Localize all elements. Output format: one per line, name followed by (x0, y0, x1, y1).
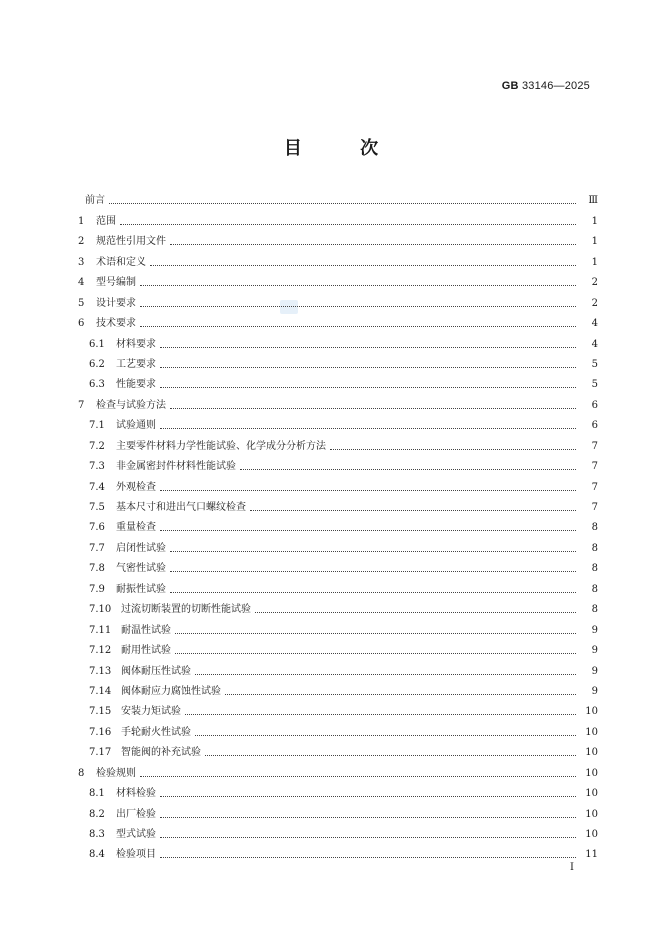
toc-entry-number: 7.5 (89, 502, 105, 513)
toc-entry-page: 7 (591, 440, 598, 452)
toc-dot-leader (170, 408, 576, 409)
toc-entry-number: 6.2 (89, 358, 105, 370)
toc-entry-title: 外观检查 (116, 481, 156, 493)
toc-entry-title: 阀体耐压性试验 (121, 665, 191, 677)
standard-number: 33146—2025 (521, 80, 590, 92)
toc-entry-title: 范围 (96, 215, 116, 227)
toc-entry[interactable] (78, 739, 598, 759)
toc-dot-leader (175, 633, 576, 634)
toc-entry[interactable] (78, 841, 598, 861)
toc-entry[interactable] (78, 616, 598, 636)
toc-entry-number: 1 (78, 215, 85, 227)
toc-dot-leader (175, 653, 576, 654)
toc-entry-title: 材料要求 (116, 338, 156, 350)
toc-entry-page: 9 (591, 665, 598, 677)
toc-entry[interactable] (78, 432, 598, 452)
toc-entry-page: 10 (585, 767, 598, 779)
toc-entry-page: 10 (585, 726, 598, 738)
toc-entry-page: 10 (585, 788, 598, 800)
toc-entry-title: 阀体耐应力腐蚀性试验 (121, 685, 221, 697)
toc-dot-leader (170, 592, 576, 593)
toc-entry-number: 7.3 (89, 461, 105, 473)
toc-dot-leader (140, 326, 576, 327)
toc-entry-title: 智能阀的补充试验 (121, 747, 201, 759)
toc-entry-number: 4 (78, 277, 85, 289)
toc-entry[interactable] (78, 187, 598, 207)
toc-dot-leader (195, 674, 576, 675)
toc-entry-page: 7 (591, 481, 598, 493)
footer-page-number: Ⅰ (570, 862, 574, 873)
toc-entry-page: 9 (591, 685, 598, 697)
toc-entry-page: 1 (591, 236, 598, 248)
toc-entry-number: 7.7 (89, 542, 105, 554)
toc-entry-page: 2 (591, 297, 598, 309)
toc-entry-page: 8 (591, 542, 598, 554)
toc-dot-leader (150, 265, 576, 266)
toc-entry-title: 出厂检验 (116, 808, 156, 820)
toc-dot-leader (330, 449, 576, 450)
toc-dot-leader (205, 755, 576, 756)
standard-prefix: GB (501, 80, 519, 92)
toc-dot-leader (195, 735, 576, 736)
toc-entry-title: 设计要求 (96, 297, 136, 309)
toc-entry-page: 10 (585, 808, 598, 820)
toc-entry-title: 重量检查 (116, 522, 156, 534)
toc-entry[interactable] (78, 800, 598, 820)
toc-dot-leader (160, 530, 576, 531)
toc-dot-leader (170, 551, 576, 552)
toc-entry[interactable] (78, 821, 598, 841)
toc-entry[interactable] (78, 412, 598, 432)
toc-dot-leader (140, 306, 576, 307)
toc-dot-leader (170, 244, 576, 245)
toc-entry-title: 耐温性试验 (121, 624, 171, 636)
toc-entry-page: 9 (591, 645, 598, 657)
toc-entry[interactable] (78, 494, 598, 514)
toc-entry[interactable] (78, 698, 598, 718)
toc-entry-page: 1 (591, 256, 598, 268)
toc-entry[interactable] (78, 289, 598, 309)
toc-entry[interactable] (78, 248, 598, 268)
toc-entry-page: 8 (591, 563, 598, 575)
toc-entry-number: 7.13 (89, 665, 112, 677)
toc-entry-title: 手轮耐火性试验 (121, 726, 191, 738)
toc-entry[interactable] (78, 228, 598, 248)
toc-entry-number: 5 (78, 297, 85, 309)
toc-entry-title: 术语和定义 (96, 256, 146, 268)
toc-entry-number: 8.4 (89, 849, 105, 861)
toc-entry-number: 8.2 (89, 808, 105, 820)
toc-dot-leader (170, 571, 576, 572)
toc-entry-page: 2 (591, 277, 598, 289)
toc-entry-page: 8 (591, 583, 598, 595)
toc-dot-leader (160, 857, 576, 858)
toc-entry-number: 8.1 (89, 788, 105, 800)
toc-dot-leader (160, 837, 576, 838)
toc-entry-number: 8 (78, 767, 85, 779)
toc-entry-page: 6 (591, 399, 598, 411)
toc-entry-title: 耐用性试验 (121, 645, 171, 657)
toc-entry[interactable] (78, 351, 598, 371)
toc-entry-title: 检验项目 (116, 849, 156, 861)
toc-entry[interactable] (78, 596, 598, 616)
toc-dot-leader (160, 347, 576, 348)
toc-entry-title: 耐振性试验 (116, 583, 166, 595)
toc-dot-leader (160, 387, 576, 388)
toc-dot-leader (160, 817, 576, 818)
toc-dot-leader (160, 490, 576, 491)
toc-entry-number: 7 (78, 399, 85, 411)
toc-entry-number: 3 (78, 256, 85, 268)
toc-entry-page: 10 (585, 747, 598, 759)
toc-entry-title: 基本尺寸和进出气口螺纹检查 (116, 502, 246, 513)
toc-entry-page: 9 (591, 624, 598, 636)
toc-entry-number: 7.11 (89, 624, 112, 636)
toc-entry-number: 7.10 (89, 604, 112, 616)
toc-entry-page: 4 (591, 338, 598, 350)
toc-dot-leader (160, 796, 576, 797)
toc-dot-leader (140, 776, 576, 777)
toc-entry-number: 6.1 (89, 338, 105, 350)
toc-entry-title: 工艺要求 (116, 358, 156, 370)
toc-entry-number: 7.8 (89, 563, 105, 575)
toc-entry-number: 7.14 (89, 685, 112, 697)
toc-dot-leader (225, 694, 576, 695)
toc-entry-title: 型号编制 (96, 277, 136, 289)
toc-dot-leader (250, 510, 576, 511)
toc-entry-page: 6 (591, 420, 598, 432)
toc-entry-page: 8 (591, 522, 598, 534)
toc-entry[interactable] (78, 310, 598, 330)
page-title: 目 次 (283, 138, 405, 159)
toc-entry-number: 6.3 (89, 379, 105, 391)
toc-entry[interactable] (78, 534, 598, 554)
toc-entry-title: 过流切断装置的切断性能试验 (121, 604, 251, 616)
toc-entry-page: 11 (585, 849, 598, 861)
toc-entry-title: 性能要求 (116, 379, 156, 391)
toc-entry-page: 4 (591, 318, 598, 330)
toc-entry-page: 7 (591, 461, 598, 473)
toc-entry-page: 10 (585, 829, 598, 840)
table-of-contents (78, 187, 598, 861)
toc-entry-number: 7.16 (89, 726, 112, 738)
toc-entry-page: 8 (591, 604, 598, 616)
toc-entry-title: 型式试验 (116, 829, 156, 840)
toc-entry[interactable] (78, 330, 598, 350)
toc-entry-number: 7.17 (89, 747, 112, 759)
toc-entry[interactable] (78, 718, 598, 738)
toc-entry[interactable] (78, 514, 598, 534)
toc-entry[interactable] (78, 269, 598, 289)
standard-code (502, 80, 590, 92)
toc-entry-title: 规范性引用文件 (96, 236, 166, 248)
toc-entry-page: 5 (591, 358, 598, 370)
toc-dot-leader (140, 285, 576, 286)
toc-entry[interactable] (78, 207, 598, 227)
toc-entry-title: 主要零件材料力学性能试验、化学成分分析方法 (116, 440, 326, 452)
toc-entry[interactable] (78, 371, 598, 391)
toc-entry-page: 7 (591, 502, 598, 513)
toc-entry-number: 8.3 (89, 829, 105, 840)
toc-entry[interactable] (78, 453, 598, 473)
toc-entry-number: 7.9 (89, 583, 105, 595)
toc-entry-title: 非金属密封件材料性能试验 (116, 461, 236, 473)
toc-entry[interactable] (78, 780, 598, 800)
toc-entry[interactable] (78, 657, 598, 677)
toc-entry-title: 启闭性试验 (116, 542, 166, 554)
toc-entry-number: 7.6 (89, 522, 105, 534)
toc-entry-title: 技术要求 (96, 318, 136, 330)
toc-entry-title: 检查与试验方法 (96, 399, 166, 411)
toc-dot-leader (109, 203, 576, 204)
toc-entry-page: 1 (591, 215, 598, 227)
toc-entry-number: 7.2 (89, 440, 105, 452)
toc-entry-title: 检验规则 (96, 767, 136, 779)
toc-entry[interactable] (78, 555, 598, 575)
toc-dot-leader (185, 714, 576, 715)
toc-entry[interactable] (78, 473, 598, 493)
toc-dot-leader (160, 367, 576, 368)
toc-entry[interactable] (78, 575, 598, 595)
toc-entry-number: 7.12 (89, 645, 112, 657)
toc-entry-title: 气密性试验 (116, 563, 166, 575)
toc-entry-title: 安装力矩试验 (121, 706, 181, 718)
toc-entry[interactable] (78, 678, 598, 698)
toc-entry[interactable] (78, 637, 598, 657)
toc-entry-number: 6 (78, 318, 85, 330)
toc-entry-page: 10 (585, 706, 598, 718)
toc-entry-page: Ⅲ (588, 195, 598, 207)
toc-entry-number: 7.1 (89, 420, 105, 432)
toc-entry-number: 7.4 (89, 481, 105, 493)
toc-entry-number: 2 (78, 236, 85, 248)
toc-entry[interactable] (78, 391, 598, 411)
toc-dot-leader (120, 224, 576, 225)
toc-dot-leader (255, 612, 576, 613)
toc-entry-title: 材料检验 (116, 788, 156, 800)
toc-dot-leader (160, 428, 576, 429)
toc-entry-page: 5 (591, 379, 598, 391)
toc-dot-leader (240, 469, 576, 470)
toc-entry-title: 前言 (85, 195, 105, 207)
toc-entry[interactable] (78, 759, 598, 779)
toc-entry-title: 试验通则 (116, 420, 156, 432)
toc-entry-number: 7.15 (89, 706, 112, 718)
